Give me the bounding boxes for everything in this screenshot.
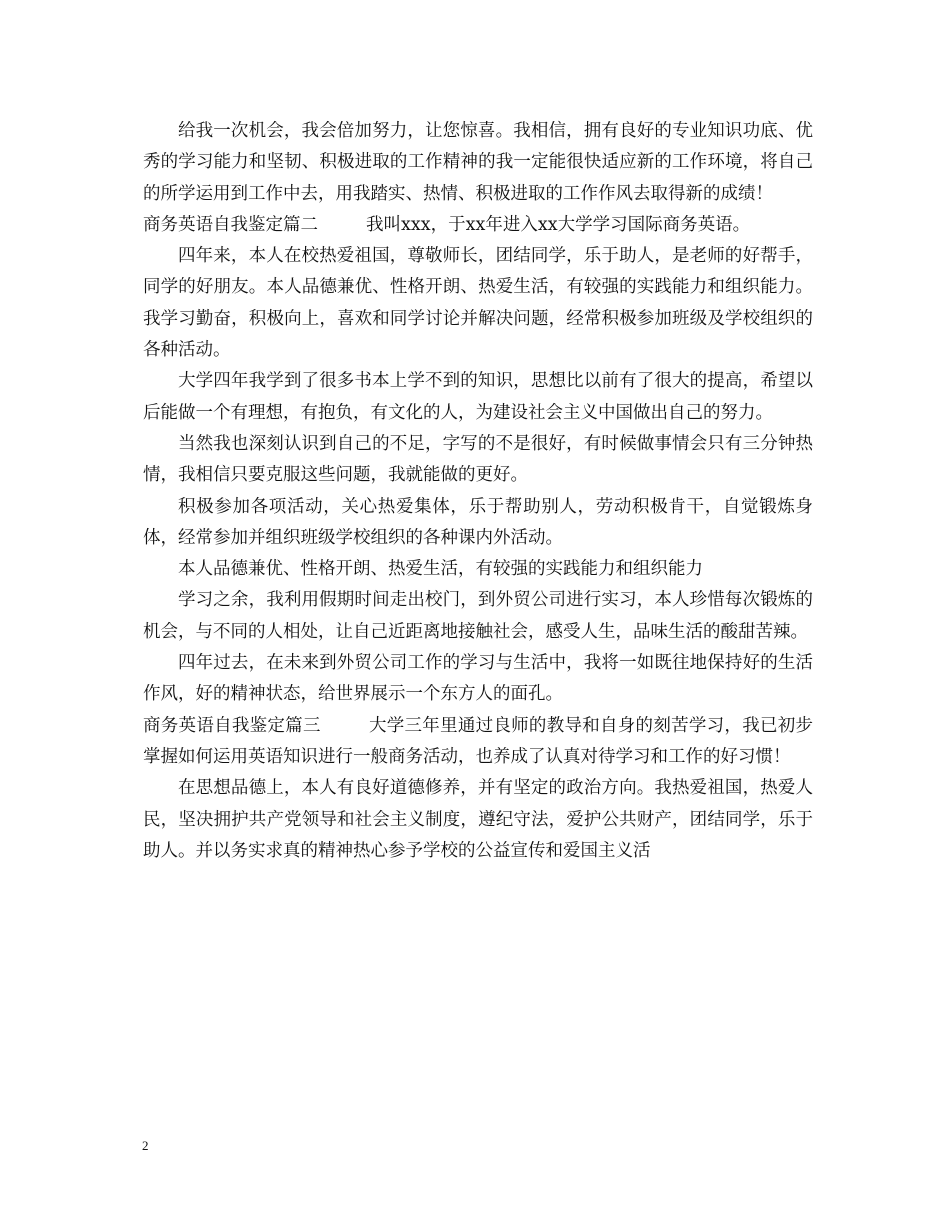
paragraph: 当然我也深刻认识到自己的不足，字写的不是很好，有时候做事情会只有三分钟热情，我相信只要克服这些问题，我就能做的更好。 [143,433,813,486]
paragraph: 积极参加各项活动，关心热爱集体，乐于帮助别人，劳动积极肯干，自觉锻炼身体，经常参加并组织班级学校组织的各种课内外活动。 [143,496,813,548]
paragraph: 四年来，本人在校热爱祖国，尊敬师长，团结同学，乐于助人，是老师的好帮手，同学的好朋友。本人品德兼优、性格开朗、热爱生活，有较强的实践能力和组织能力。我学习勤奋，积极向上，喜欢和同学讨论并解决问题，经常积极参加班级及学校组织的各种活动。 [143,246,813,361]
paragraph: 大学四年我学到了很多书本上学不到的知识，思想比以前有了很大的提高，希望以后能做一个有理想，有抱负，有文化的人，为建设社会主义中国做出自己的努力。 [143,371,813,423]
section-intro: 我叫xxx，于xx年进入xx大学学习国际商务英语。 [366,214,751,235]
paragraph: 学习之余，我利用假期时间走出校门，到外贸公司进行实习，本人珍惜每次锻炼的机会，与不同的人相处，让自己近距离地接触社会，感受人生，品味生活的酸甜苦辣。 [143,590,813,642]
section-title: 商务英语自我鉴定篇二 [143,214,318,235]
paragraph: 本人品德兼优、性格开朗、热爱生活，有较强的实践能力和组织能力 [178,559,703,580]
paragraph: 给我一次机会，我会倍加努力，让您惊喜。我相信，拥有良好的专业知识功底、优秀的学习能力和坚韧、积极进取的工作精神的我一定能很快适应新的工作环境，将自己的所学运用到工作中去，用我踏实、热情、积极进取的工作作风去取得新的成绩！ [143,121,813,204]
paragraph: 四年过去，在未来到外贸公司工作的学习与生活中，我将一如既往地保持好的生活作风，好的精神状态，给世界展示一个东方人的面孔。 [143,653,813,705]
section-heading-line [143,711,813,774]
section-intro: 大学三年里通过良师的教导和自身的刻苦学习，我已初步掌握如何运用英语知识进行一般商务活动，也养成了认真对待学习和工作的好习惯！ [143,715,814,767]
page-number: 2 [142,1138,149,1153]
paragraph: 在思想品德上，本人有良好道德修养，并有坚定的政治方向。我热爱祖国，热爱人民，坚决拥护共产党领导和社会主义制度，遵纪守法，爱护公共财产，团结同学，乐于助人。并以务实求真的精神热心参予学校的公益宣传和爱国主义活 [143,778,813,861]
section-title: 商务英语自我鉴定篇三 [143,715,321,736]
document-body [143,116,813,867]
section-heading-line [143,210,813,241]
